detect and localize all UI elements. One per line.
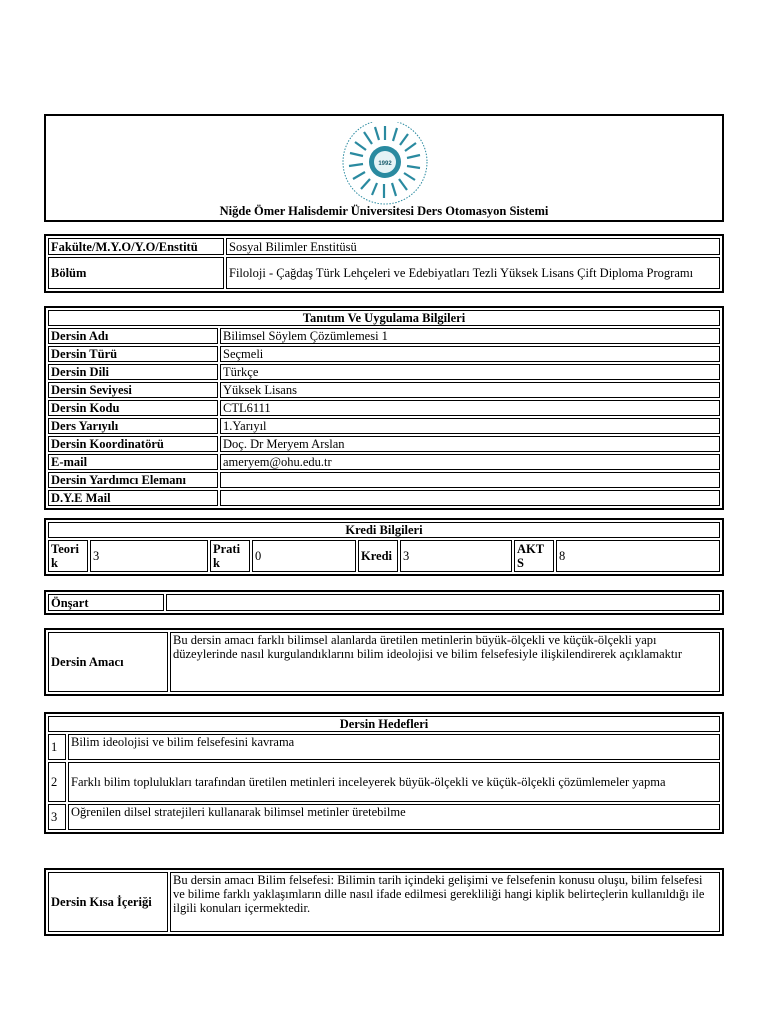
prereq-table [46, 592, 722, 613]
table-row [48, 328, 720, 344]
ects-label: AKTS [514, 540, 554, 572]
goal-text: Bilim ideolojisi ve bilim felsefesini kavrama [68, 734, 720, 760]
goals-table [46, 714, 722, 832]
table-row [48, 454, 720, 470]
course-name-value: Bilimsel Söylem Çözümlemesi 1 [220, 328, 720, 344]
coordinator-value: Doç. Dr Meryem Arslan [220, 436, 720, 452]
course-name-label: Dersin Adı [48, 328, 218, 344]
course-code-value: CTL6111 [220, 400, 720, 416]
table-row [48, 872, 720, 932]
practice-label: Pratik [210, 540, 250, 572]
summary-label: Dersin Kısa İçeriği [48, 872, 168, 932]
intro-panel [44, 306, 724, 510]
assistant-mail-label: D.Y.E Mail [48, 490, 218, 506]
purpose-table [46, 630, 722, 694]
coordinator-label: Dersin Koordinatörü [48, 436, 218, 452]
credits-row [48, 540, 720, 572]
intro-heading: Tanıtım Ve Uygulama Bilgileri [48, 310, 720, 326]
table-row [48, 418, 720, 434]
department-label: Bölüm [48, 257, 224, 289]
list-item [48, 804, 720, 830]
list-item [48, 762, 720, 802]
assistant-value [220, 472, 720, 488]
email-label: E-mail [48, 454, 218, 470]
goal-number: 2 [48, 762, 66, 802]
faculty-table [46, 236, 722, 291]
purpose-panel [44, 628, 724, 696]
credits-panel [44, 518, 724, 576]
summary-value: Bu dersin amacı Bilim felsefesi: Bilimin tarih içindeki gelişimi ve felsefenin konusu oluşu, bilim felsefesi ve bilime farklı yaklaşımların dille nasıl ifade edilmesi gerekliliği hangi kiplik belirteçlerin kullanıldığı ile ilgili konuları içermektedir. [170, 872, 720, 932]
logo-year: 1992 [378, 161, 392, 167]
purpose-label: Dersin Amacı [48, 632, 168, 692]
table-row [48, 382, 720, 398]
course-semester-value: 1.Yarıyıl [220, 418, 720, 434]
summary-panel [44, 868, 724, 936]
department-row [48, 257, 720, 289]
course-level-value: Yüksek Lisans [220, 382, 720, 398]
table-row [48, 594, 720, 611]
course-language-value: Türkçe [220, 364, 720, 380]
theory-label: Teorik [48, 540, 88, 572]
prereq-value [166, 594, 720, 611]
goals-panel [44, 712, 724, 834]
course-language-label: Dersin Dili [48, 364, 218, 380]
faculty-row [48, 238, 720, 255]
table-row [48, 436, 720, 452]
course-level-label: Dersin Seviyesi [48, 382, 218, 398]
prereq-panel [44, 590, 724, 615]
list-item [48, 734, 720, 760]
table-row [48, 472, 720, 488]
page-title: Niğde Ömer Halisdemir Üniversitesi Ders Otomasyon Sistemi [219, 204, 549, 218]
course-type-label: Dersin Türü [48, 346, 218, 362]
practice-value: 0 [252, 540, 356, 572]
goals-heading: Dersin Hedefleri [48, 716, 720, 732]
assistant-label: Dersin Yardımcı Elemanı [48, 472, 218, 488]
goal-number: 1 [48, 734, 66, 760]
goal-text: Farklı bilim toplulukları tarafından üretilen metinleri inceleyerek büyük-ölçekli ve küçük-ölçekli çözümlemeler yapma [68, 762, 720, 802]
table-row [48, 632, 720, 692]
faculty-panel [44, 234, 724, 293]
goal-text: Oğrenilen dilsel stratejileri kullanarak bilimsel metinler üretebilme [68, 804, 720, 830]
department-value: Filoloji - Çağdaş Türk Lehçeleri ve Edebiyatları Tezli Yüksek Lisans Çift Diploma Programı [226, 257, 720, 289]
course-code-label: Dersin Kodu [48, 400, 218, 416]
goal-number: 3 [48, 804, 66, 830]
faculty-label: Fakülte/M.Y.O/Y.O/Enstitü [48, 238, 224, 255]
ects-value: 8 [556, 540, 720, 572]
table-row [48, 490, 720, 506]
faculty-value: Sosyal Bilimler Enstitüsü [226, 238, 720, 255]
header-panel [44, 114, 724, 222]
credit-label: Kredi [358, 540, 398, 572]
purpose-value: Bu dersin amacı farklı bilimsel alanlarda üretilen metinlerin büyük-ölçekli ve küçük-ölçekli yapı düzeylerinde nasıl kurgulandıklarını bilim ideolojisi ve bilim felsefesiyle ilişkilendirerek açıklamaktır [170, 632, 720, 692]
course-type-value: Seçmeli [220, 346, 720, 362]
table-row [48, 400, 720, 416]
credits-table [46, 520, 722, 574]
theory-value: 3 [90, 540, 208, 572]
assistant-mail-value [220, 490, 720, 506]
email-value[interactable]: ameryem@ohu.edu.tr [220, 454, 720, 470]
credit-value: 3 [400, 540, 512, 572]
university-logo [330, 122, 440, 206]
logo-emblem-icon [330, 122, 440, 206]
summary-table [46, 870, 722, 934]
table-row [48, 364, 720, 380]
credits-heading: Kredi Bilgileri [48, 522, 720, 538]
table-row [48, 346, 720, 362]
intro-table [46, 308, 722, 508]
course-semester-label: Ders Yarıyılı [48, 418, 218, 434]
prereq-label: Önşart [48, 594, 164, 611]
